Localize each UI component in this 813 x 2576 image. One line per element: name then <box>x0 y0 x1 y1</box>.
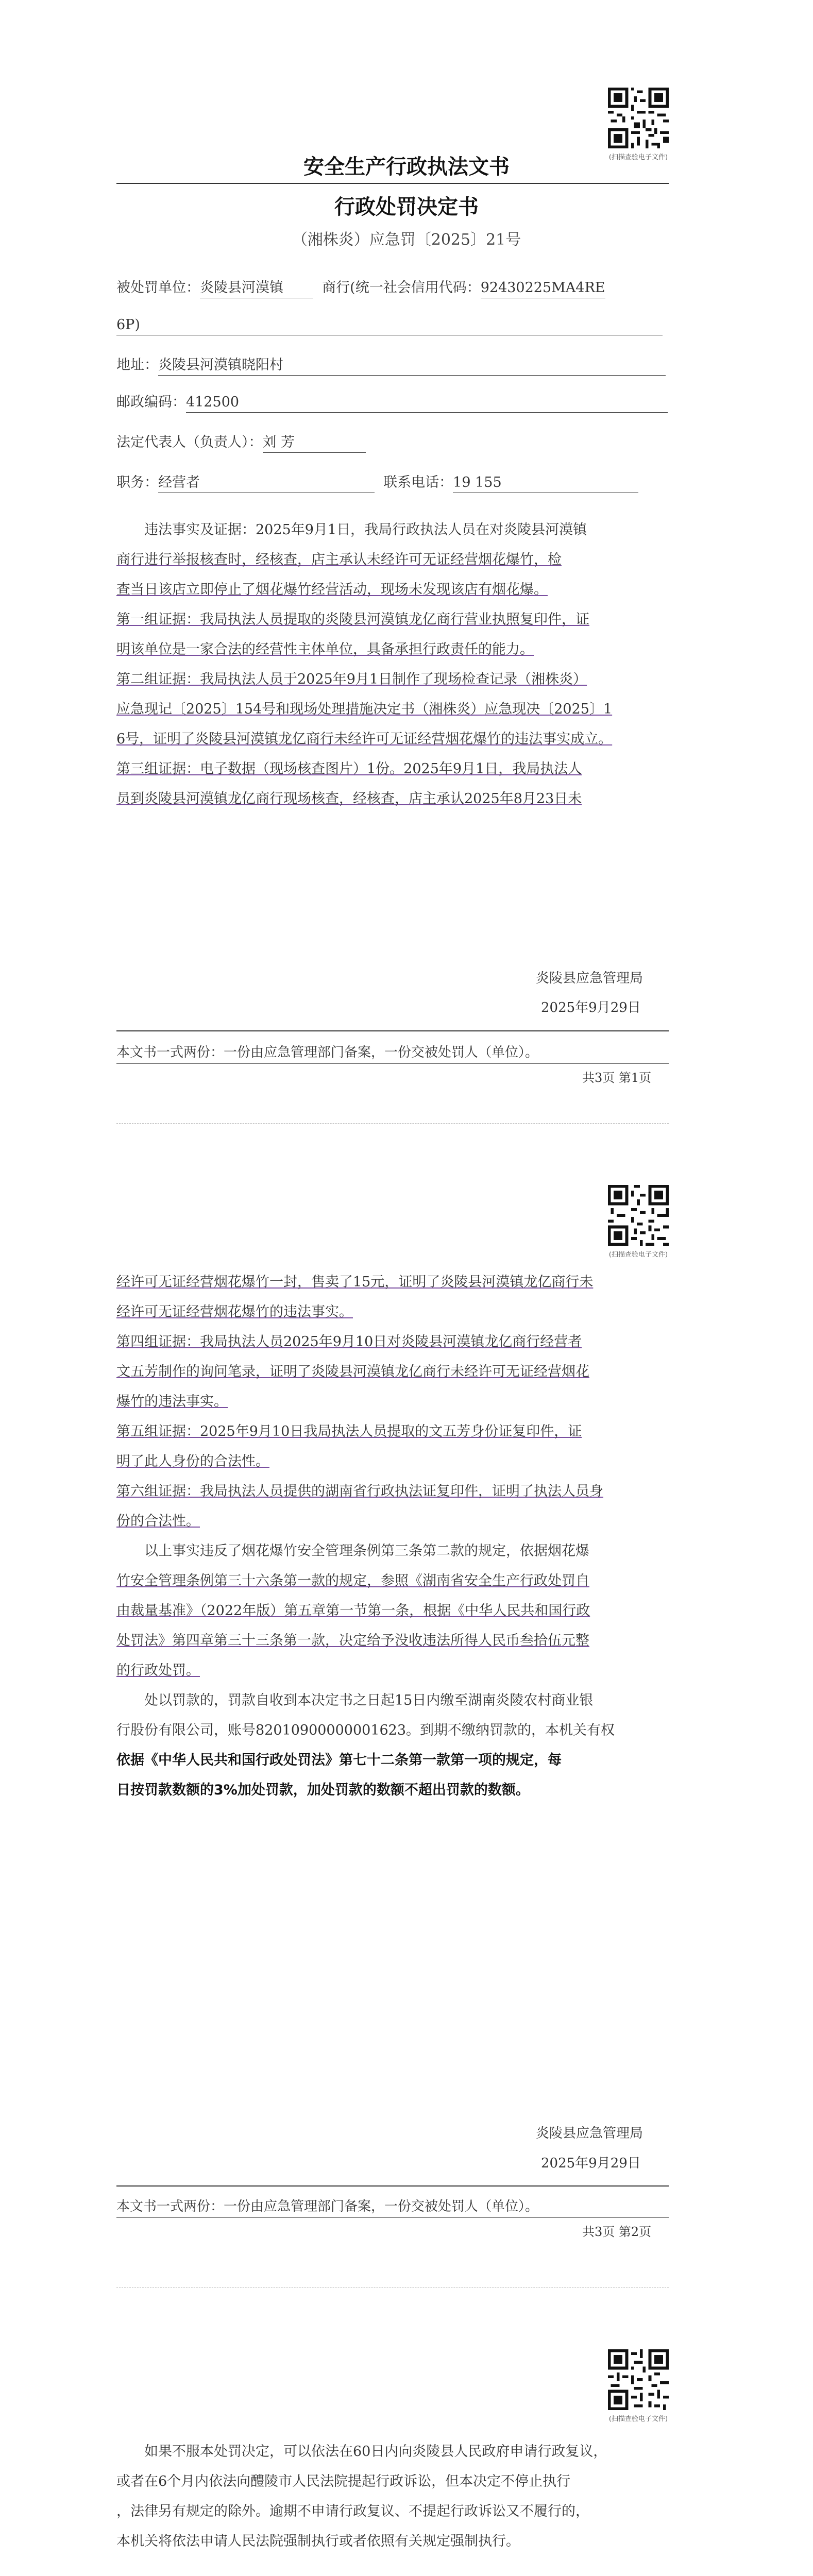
evidence-continued: 经许可无证经营烟花爆竹一封，售卖了15元，证明了炎陵县河漠镇龙亿商行未 经许可无证经营烟花爆竹的违法事实。 第四组证据：我局执法人员2025年9月10日对炎陵县河漠镇龙亿商行经营者 文五芳制作的询问笔录，证明了炎陵县河漠镇龙亿商行未经许可无证经营烟花 爆竹的违法事实。 第五组证据：2025年9月10日我局执法人员提取的文五芳身份证复印件，证 明了此人身份的合法性。 第六组证据：我局执法人员提供的湖南省行政执法证复印件，证明了执法人员身 份的合法性。 以上事实违反了烟花爆竹安全管理条例第三条第二款的规定，依据烟花爆 竹安全管理条例第三十六条第一款的规定，参照《湖南省安全生产行政处罚自 由裁量基准》（2022年版）第五章第一节第一条，根据《中华人民共和国行政 处罚法》第四章第三十三条第一款，决定给予没收违法所得人民币叁拾伍元整 的行政处罚。 处以罚款的，罚款自收到本决定书之日起15日内缴至湖南炎陵农村商业银 行股份有限公司，账号82010900000001623。到期不缴纳罚款的，本机关有权 依据《中华人民共和国行政处罚法》第七十二条第一款第一项的规定，每 日按罚款数额的3%加处罚款，加处罚款的数额不超出罚款的数额。 <box>116 1274 615 1798</box>
signature-org-2: 炎陵县应急管理局 <box>536 2126 643 2141</box>
page-break-1 <box>116 1123 669 1124</box>
document-title: 安全生产行政执法文书 <box>303 155 510 179</box>
footer-divider-2b <box>116 2217 669 2218</box>
title-divider <box>116 183 669 184</box>
address-value: 炎陵县河漠镇晓阳村 <box>158 355 666 376</box>
signature-date-2: 2025年9月29日 <box>541 2156 641 2171</box>
page-number-2: 共3页 第2页 <box>582 2225 652 2239</box>
credit-code: 92430225MA4RE <box>481 278 605 298</box>
appeal-notice: 如果不服本处罚决定，可以依法在60日内向炎陵县人民政府申请行政复议， 或者在6个月内依法向醴陵市人民法院提起行政诉讼，但本决定不停止执行 ，法律另有规定的除外。逾期不申请行政复议、不提起行政诉讼又不履行的， 本机关将依法申请人民法院强制执行或者依照有关规定强制执行。 <box>116 2444 607 2549</box>
document-number: （湘株炎）应急罚〔2025〕21号 <box>292 231 521 249</box>
postcode-value: 412500 <box>186 393 668 413</box>
position-phone-field: 职务：经营者 联系电话：19 155 <box>116 473 638 493</box>
qr-caption: (扫描查验电子文件) <box>608 1251 668 1259</box>
party-field: 被处罚单位：炎陵县河漠镇 商行(统一社会信用代码：92430225MA4RE <box>116 278 605 298</box>
signature-org-1: 炎陵县应急管理局 <box>536 971 643 986</box>
party-name: 炎陵县河漠镇 <box>200 278 313 298</box>
phone-value: 19 155 <box>453 473 638 493</box>
representative-value: 刘 芳 <box>263 433 366 453</box>
qr-caption: (扫描查验电子文件) <box>608 2415 668 2423</box>
qr-code-page3 <box>608 2349 669 2410</box>
footer-note-2: 本文书一式两份：一份由应急管理部门备案，一份交被处罚人（单位）。 <box>116 2199 539 2214</box>
qr-code-page1 <box>608 88 669 148</box>
footer-divider-2 <box>116 2185 669 2187</box>
postcode-field: 邮政编码：412500 <box>116 393 668 413</box>
footer-divider-1 <box>116 1030 669 1031</box>
credit-code-tail: 6P) <box>116 315 663 335</box>
representative-field: 法定代表人（负责人）：刘 芳 <box>116 433 366 453</box>
document-subtitle: 行政处罚决定书 <box>334 195 479 219</box>
violation-facts: 违法事实及证据：2025年9月1日，我局行政执法人员在对炎陵县河漠镇 商行进行举报核查时，经核查，店主承认未经许可无证经营烟花爆竹，检 查当日该店立即停止了烟花爆竹经营活动，现场未发现该店有烟花爆。 第一组证据：我局执法人员提取的炎陵县河漠镇龙亿商行营业执照复印件，证 明该单位是一家合法的经营性主体单位，具备承担行政责任的能力。 第二组证据：我局执法人员于2025年9月1日制作了现场检查记录（湘株炎） 应急现记〔2025〕154号和现场处理措施决定书（湘株炎）应急现决〔2025〕1 6号，证明了炎陵县河漠镇龙亿商行未经许可无证经营烟花爆竹的违法事实成立。 第三组证据：电子数据（现场核查图片）1份。2025年9月1日，我局执法人 员到炎陵县河漠镇龙亿商行现场核查，经核查，店主承认2025年8月23日未 <box>116 522 613 807</box>
address-field: 地址：炎陵县河漠镇晓阳村 <box>116 355 666 376</box>
position-value: 经营者 <box>158 473 375 493</box>
qr-caption: (扫描查验电子文件) <box>608 154 668 161</box>
footer-note-1: 本文书一式两份：一份由应急管理部门备案，一份交被处罚人（单位）。 <box>116 1045 539 1060</box>
page-number-1: 共3页 第1页 <box>582 1071 652 1085</box>
qr-code-page2 <box>608 1185 669 1246</box>
signature-date-1: 2025年9月29日 <box>541 1000 641 1015</box>
footer-divider-1b <box>116 1063 669 1064</box>
page-break-2 <box>116 2287 669 2288</box>
